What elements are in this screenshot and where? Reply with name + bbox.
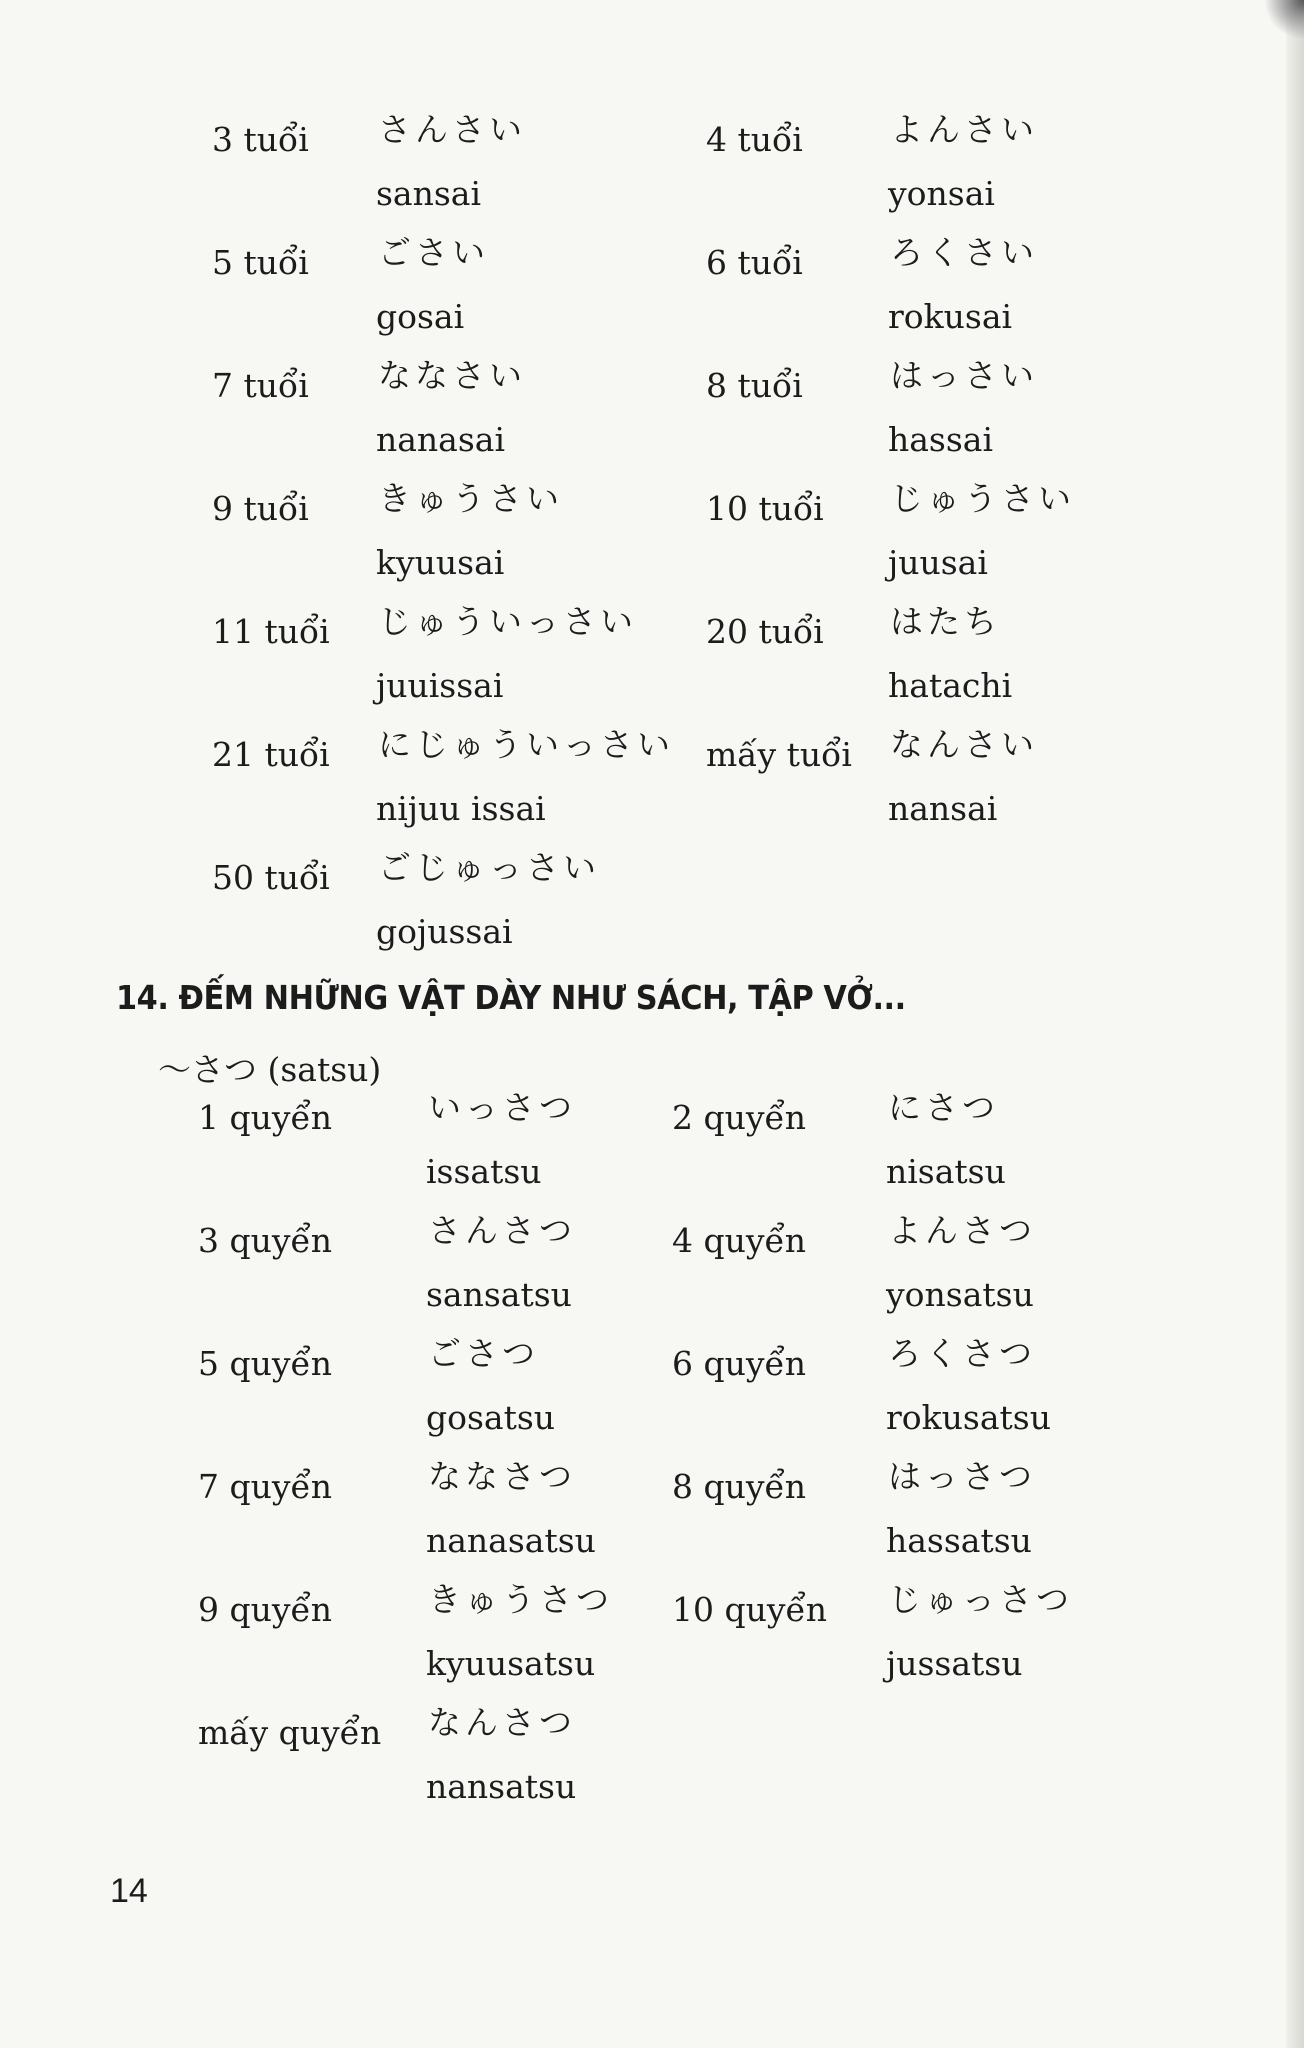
hiragana-reading: ごさつ [428,1334,539,1373]
hiragana-reading: じゅっさつ [888,1580,1073,1619]
romaji-reading: gojussai [376,912,513,951]
section-14-subtitle: ～さつ (satsu) [158,1050,382,1089]
hiragana-reading: さんさつ [428,1211,576,1250]
hiragana-reading: じゅうさい [890,479,1075,518]
romaji-reading: gosai [376,297,465,336]
hiragana-reading: きゅうさい [378,479,563,518]
romaji-reading: nansatsu [426,1767,577,1806]
count-label: 10 quyển [672,1590,828,1629]
romaji-reading: issatsu [426,1152,542,1191]
count-label: 5 quyển [198,1344,333,1383]
hiragana-reading: じゅういっさい [378,602,637,641]
count-label: 4 tuổi [706,120,803,159]
page-corner-shadow [1264,0,1304,40]
hiragana-reading: にさつ [888,1088,999,1127]
hiragana-reading: なんさつ [428,1703,576,1742]
romaji-reading: nisatsu [886,1152,1006,1191]
romaji-reading: nansai [888,789,998,828]
count-label: 3 quyển [198,1221,333,1260]
romaji-reading: rokusatsu [886,1398,1051,1437]
hiragana-reading: ななさつ [428,1457,576,1496]
count-label: 8 tuổi [706,366,803,405]
page-edge [1286,0,1304,2048]
hiragana-reading: ろくさい [890,233,1038,272]
hiragana-reading: よんさつ [888,1211,1036,1250]
count-label: 1 quyển [198,1098,333,1137]
count-label: 3 tuổi [212,120,309,159]
hiragana-reading: よんさい [890,110,1038,149]
section-14-heading: 14. ĐẾM NHỮNG VẬT DÀY NHƯ SÁCH, TẬP VỞ... [116,978,906,1017]
count-label: 4 quyển [672,1221,807,1260]
romaji-reading: sansai [376,174,482,213]
count-label: mấy tuổi [706,735,852,774]
hiragana-reading: はっさつ [888,1457,1036,1496]
romaji-reading: hassatsu [886,1521,1032,1560]
romaji-reading: juusai [888,543,988,582]
hiragana-reading: ろくさつ [888,1334,1036,1373]
hiragana-reading: いっさつ [428,1088,576,1127]
count-label: 2 quyển [672,1098,807,1137]
count-label: 9 quyển [198,1590,333,1629]
hiragana-reading: はたち [890,602,1001,641]
hiragana-reading: ごじゅっさい [378,848,600,887]
romaji-reading: jussatsu [886,1644,1023,1683]
hiragana-reading: なんさい [890,725,1038,764]
romaji-reading: gosatsu [426,1398,556,1437]
hiragana-reading: はっさい [890,356,1038,395]
romaji-reading: yonsatsu [886,1275,1034,1314]
hiragana-reading: ななさい [378,356,526,395]
romaji-reading: kyuusai [376,543,505,582]
count-label: 9 tuổi [212,489,309,528]
romaji-reading: juuissai [376,666,504,705]
count-label: 7 tuổi [212,366,309,405]
romaji-reading: yonsai [888,174,995,213]
count-label: 6 quyển [672,1344,807,1383]
count-label: 21 tuổi [212,735,330,774]
count-label: 6 tuổi [706,243,803,282]
romaji-reading: hassai [888,420,994,459]
romaji-reading: hatachi [888,666,1013,705]
count-label: 11 tuổi [212,612,330,651]
count-label: mấy quyển [198,1713,382,1752]
romaji-reading: nanasatsu [426,1521,596,1560]
hiragana-reading: ごさい [378,233,489,272]
hiragana-reading: きゅうさつ [428,1580,613,1619]
hiragana-reading: さんさい [378,110,526,149]
count-label: 50 tuổi [212,858,330,897]
count-label: 7 quyển [198,1467,333,1506]
romaji-reading: rokusai [888,297,1013,336]
hiragana-reading: にじゅういっさい [378,725,674,764]
count-label: 20 tuổi [706,612,824,651]
count-label: 10 tuổi [706,489,824,528]
page-number: 14 [110,1872,148,1910]
romaji-reading: nijuu issai [376,789,546,828]
count-label: 5 tuổi [212,243,309,282]
count-label: 8 quyển [672,1467,807,1506]
romaji-reading: nanasai [376,420,506,459]
romaji-reading: kyuusatsu [426,1644,596,1683]
romaji-reading: sansatsu [426,1275,572,1314]
